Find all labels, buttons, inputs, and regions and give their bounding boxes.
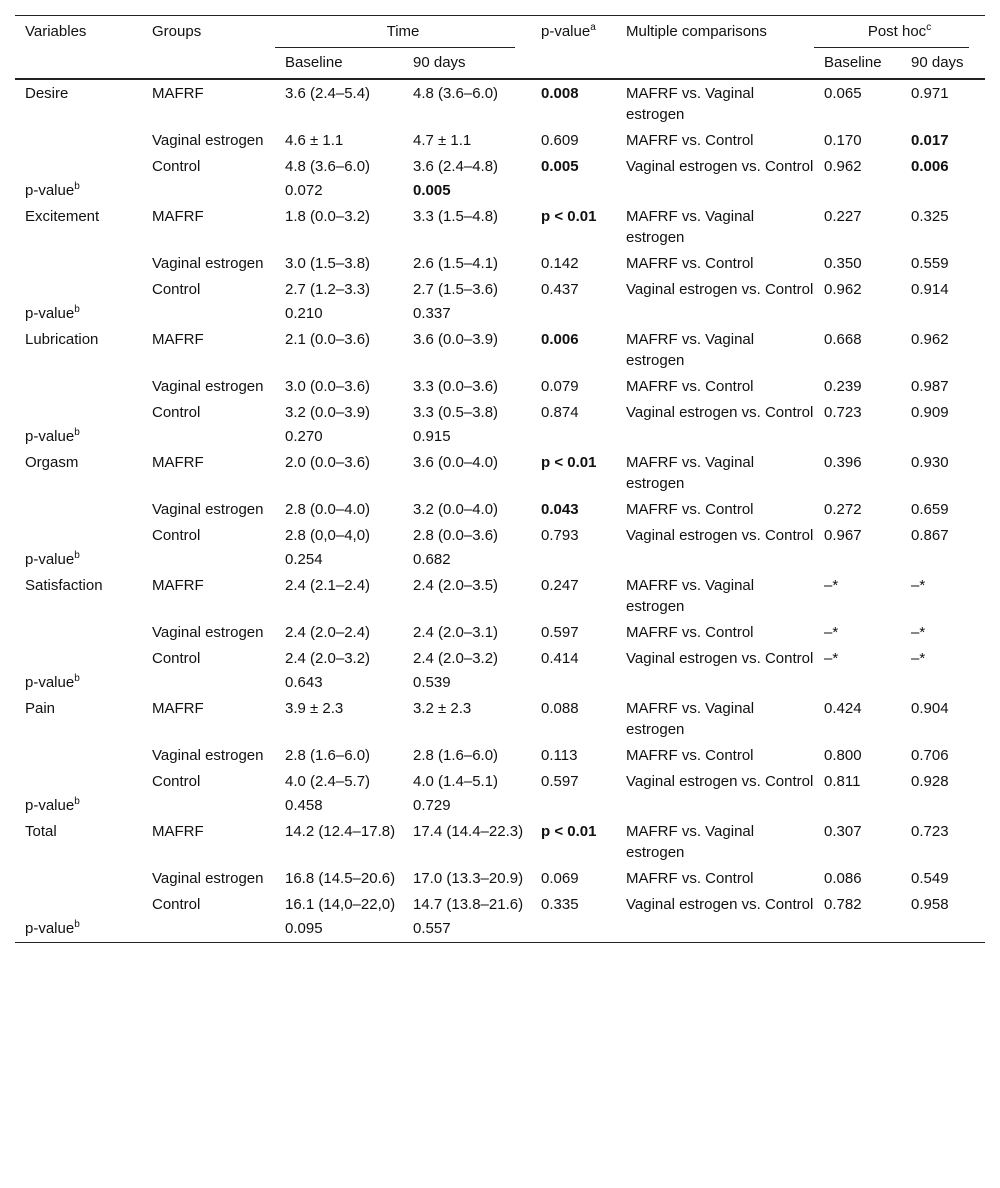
- baseline-cell: 2.4 (2.1–2.4): [285, 577, 371, 594]
- variable-cell-empty: [15, 864, 142, 890]
- group-cell: MAFRF: [152, 331, 204, 348]
- header-posthoc-label: Post hoc: [867, 23, 927, 40]
- header-time: [275, 16, 531, 49]
- pvalue-baseline-cell: 0.072: [285, 182, 323, 199]
- empty-cell: [142, 670, 275, 694]
- posthoc-days90-cell-value: 0.006: [911, 158, 949, 175]
- table-row: [15, 152, 985, 178]
- posthoc-days90-cell: 0.325: [911, 208, 949, 225]
- comparison-cell: Vaginal estrogen vs. Control: [626, 773, 814, 790]
- posthoc-baseline-cell: –*: [824, 650, 839, 667]
- pvalue-cell: 0.247: [541, 577, 579, 594]
- pvalue-row-label: [15, 547, 142, 571]
- empty-cell: [531, 424, 616, 448]
- group-cell: MAFRF: [152, 85, 204, 102]
- header-pvalue-sup: a: [590, 22, 596, 33]
- table-row: [15, 694, 985, 741]
- variable-cell-empty: [15, 890, 142, 916]
- days90-cell: 3.2 (0.0–4.0): [413, 501, 499, 518]
- empty-cell: [531, 793, 616, 817]
- table-row: [15, 644, 985, 670]
- pvalue-row: [15, 547, 985, 571]
- days90-cell: 17.0 (13.3–20.9): [413, 870, 524, 887]
- baseline-cell: 4.8 (3.6–6.0): [285, 158, 371, 175]
- pvalue-row-text: p-value: [25, 674, 75, 691]
- pvalue-days90-cell: 0.539: [413, 674, 451, 691]
- empty-cell: [901, 793, 985, 817]
- pvalue-row-text: p-value: [25, 428, 75, 445]
- pvalue-baseline-cell: 0.210: [285, 305, 323, 322]
- baseline-cell: 4.6 ± 1.1: [285, 132, 344, 149]
- variable-cell: Desire: [25, 85, 69, 102]
- posthoc-baseline-cell: 0.227: [824, 208, 862, 225]
- pvalue-baseline-cell: 0.095: [285, 920, 323, 937]
- posthoc-days90-cell: 0.867: [911, 527, 949, 544]
- baseline-cell: 4.0 (2.4–5.7): [285, 773, 371, 790]
- table-row: [15, 448, 985, 495]
- header-variables: Variables: [25, 23, 87, 40]
- posthoc-baseline-cell: 0.782: [824, 896, 862, 913]
- pvalue-cell: [531, 202, 616, 249]
- comparison-cell: MAFRF vs. Vaginal estrogen: [626, 331, 755, 369]
- posthoc-baseline-cell: 0.170: [824, 132, 862, 149]
- table-row: [15, 79, 985, 126]
- group-cell: Control: [152, 281, 201, 298]
- pvalue-cell: [531, 817, 616, 864]
- empty-cell: [531, 301, 616, 325]
- table-row: [15, 767, 985, 793]
- variable-cell-empty: [15, 521, 142, 547]
- pvalue-cell: [531, 79, 616, 126]
- table-row: [15, 890, 985, 916]
- days90-cell: 3.2 ± 2.3: [413, 700, 472, 717]
- posthoc-days90-cell: 0.958: [911, 896, 949, 913]
- posthoc-baseline-cell: 0.668: [824, 331, 862, 348]
- empty-cell: [616, 178, 814, 202]
- table-row: [15, 275, 985, 301]
- baseline-cell: 16.1 (14,0–22,0): [285, 896, 396, 913]
- variable-cell: Total: [25, 823, 57, 840]
- pvalue-cell: 0.597: [541, 773, 579, 790]
- comparison-cell: MAFRF vs. Control: [626, 255, 754, 272]
- pvalue-days90-cell: 0.682: [413, 551, 451, 568]
- empty-cell: [814, 916, 901, 943]
- pvalue-cell: 0.113: [541, 747, 578, 764]
- pvalue-days90-cell: 0.729: [413, 797, 451, 814]
- variable-cell: Excitement: [25, 208, 100, 225]
- days90-cell: 4.7 ± 1.1: [413, 132, 472, 149]
- posthoc-baseline-cell: 0.811: [824, 773, 861, 790]
- variable-cell-empty: [15, 767, 142, 793]
- pvalue-days90-cell-value: 0.005: [413, 182, 451, 199]
- header-posthoc: [814, 16, 985, 49]
- variable-cell-empty: [15, 249, 142, 275]
- empty-cell: [531, 916, 616, 943]
- empty-cell: [901, 424, 985, 448]
- posthoc-days90-cell: 0.559: [911, 255, 949, 272]
- posthoc-baseline-cell: 0.272: [824, 501, 862, 518]
- group-cell: Vaginal estrogen: [152, 132, 264, 149]
- empty-cell: [814, 793, 901, 817]
- posthoc-baseline-cell: 0.239: [824, 378, 862, 395]
- posthoc-baseline-cell: 0.307: [824, 823, 862, 840]
- posthoc-baseline-cell: 0.800: [824, 747, 862, 764]
- posthoc-baseline-cell: 0.396: [824, 454, 862, 471]
- header-baseline: Baseline: [285, 54, 343, 71]
- group-cell: Control: [152, 404, 201, 421]
- group-cell: Vaginal estrogen: [152, 501, 264, 518]
- posthoc-days90-cell: 0.723: [911, 823, 949, 840]
- table-row: [15, 864, 985, 890]
- pvalue-row-sup: b: [74, 304, 80, 315]
- pvalue-days90-cell: 0.915: [413, 428, 451, 445]
- group-cell: MAFRF: [152, 577, 204, 594]
- pvalue-cell-value: p < 0.01: [541, 454, 597, 471]
- comparison-cell: MAFRF vs. Control: [626, 378, 754, 395]
- group-cell: Vaginal estrogen: [152, 624, 264, 641]
- days90-cell: 2.4 (2.0–3.5): [413, 577, 499, 594]
- pvalue-days90-cell: 0.557: [413, 920, 451, 937]
- comparison-cell: MAFRF vs. Control: [626, 747, 754, 764]
- days90-cell: 2.8 (1.6–6.0): [413, 747, 499, 764]
- baseline-cell: 3.2 (0.0–3.9): [285, 404, 371, 421]
- comparison-cell: MAFRF vs. Vaginal estrogen: [626, 577, 755, 615]
- pvalue-row-text: p-value: [25, 551, 75, 568]
- pvalue-row-text: p-value: [25, 305, 75, 322]
- empty-cell: [531, 547, 616, 571]
- pvalue-cell: [531, 448, 616, 495]
- posthoc-days90-cell: 0.930: [911, 454, 949, 471]
- pvalue-row-label: [15, 793, 142, 817]
- header-posthoc-baseline: Baseline: [824, 54, 882, 71]
- results-table-container: [15, 15, 985, 943]
- baseline-cell: 16.8 (14.5–20.6): [285, 870, 396, 887]
- header-groups: Groups: [152, 23, 202, 40]
- group-cell: Control: [152, 527, 201, 544]
- baseline-cell: 3.9 ± 2.3: [285, 700, 344, 717]
- pvalue-cell: 0.874: [541, 404, 579, 421]
- posthoc-days90-cell-value: 0.017: [911, 132, 949, 149]
- pvalue-cell: 0.079: [541, 378, 579, 395]
- comparison-cell: MAFRF vs. Control: [626, 501, 754, 518]
- comparison-cell: MAFRF vs. Control: [626, 132, 754, 149]
- pvalue-row-sup: b: [74, 181, 80, 192]
- header-row-2: [15, 48, 985, 79]
- empty-cell: [814, 547, 901, 571]
- posthoc-days90-cell: 0.987: [911, 378, 949, 395]
- empty-cell: [616, 424, 814, 448]
- posthoc-baseline-cell: 0.967: [824, 527, 862, 544]
- pvalue-cell: [531, 495, 616, 521]
- pvalue-row-label: [15, 301, 142, 325]
- days90-cell: 17.4 (14.4–22.3): [413, 823, 524, 840]
- baseline-cell: 2.0 (0.0–3.6): [285, 454, 371, 471]
- pvalue-row-sup: b: [74, 427, 80, 438]
- posthoc-baseline-cell: –*: [824, 577, 839, 594]
- table-row: [15, 249, 985, 275]
- table-row: [15, 398, 985, 424]
- posthoc-days90-cell: 0.914: [911, 281, 949, 298]
- pvalue-cell: 0.142: [541, 255, 579, 272]
- posthoc-days90-cell: –*: [911, 577, 926, 594]
- pvalue-row-text: p-value: [25, 182, 75, 199]
- pvalue-cell: 0.069: [541, 870, 579, 887]
- empty-cell: [616, 301, 814, 325]
- pvalue-row: [15, 301, 985, 325]
- baseline-cell: 14.2 (12.4–17.8): [285, 823, 396, 840]
- posthoc-baseline-cell: –*: [824, 624, 839, 641]
- comparison-cell: MAFRF vs. Control: [626, 624, 754, 641]
- days90-cell: 2.4 (2.0–3.1): [413, 624, 499, 641]
- pvalue-row-sup: b: [74, 673, 80, 684]
- comparison-cell: Vaginal estrogen vs. Control: [626, 158, 814, 175]
- baseline-cell: 1.8 (0.0–3.2): [285, 208, 371, 225]
- empty-cell: [814, 670, 901, 694]
- days90-cell: 2.7 (1.5–3.6): [413, 281, 499, 298]
- posthoc-days90-cell: [901, 152, 985, 178]
- days90-cell: 3.6 (2.4–4.8): [413, 158, 499, 175]
- posthoc-baseline-cell: 0.065: [824, 85, 862, 102]
- header-multiple-comparisons: Multiple comparisons: [626, 23, 767, 40]
- pvalue-cell: 0.335: [541, 896, 579, 913]
- days90-cell: 2.8 (0.0–3.6): [413, 527, 499, 544]
- group-cell: Control: [152, 158, 201, 175]
- empty-cell: [814, 178, 901, 202]
- posthoc-baseline-cell: 0.962: [824, 158, 862, 175]
- table-row: [15, 126, 985, 152]
- posthoc-baseline-cell: 0.962: [824, 281, 862, 298]
- pvalue-cell-value: p < 0.01: [541, 823, 597, 840]
- empty-cell: [901, 301, 985, 325]
- pvalue-row: [15, 793, 985, 817]
- header-time-label: Time: [386, 23, 420, 40]
- table-row: [15, 495, 985, 521]
- pvalue-row-label: [15, 916, 142, 943]
- days90-cell: 4.0 (1.4–5.1): [413, 773, 499, 790]
- posthoc-days90-cell: 0.659: [911, 501, 949, 518]
- variable-cell-empty: [15, 644, 142, 670]
- posthoc-days90-cell: 0.904: [911, 700, 949, 717]
- pvalue-row: [15, 916, 985, 943]
- empty-cell: [814, 301, 901, 325]
- header-pvalue: [531, 16, 616, 49]
- posthoc-days90-cell: 0.971: [911, 85, 949, 102]
- group-cell: MAFRF: [152, 823, 204, 840]
- results-table: [15, 15, 985, 943]
- group-cell: Vaginal estrogen: [152, 378, 264, 395]
- pvalue-cell: [531, 325, 616, 372]
- variable-cell: Orgasm: [25, 454, 79, 471]
- empty-cell: [616, 670, 814, 694]
- pvalue-cell-value: 0.008: [541, 85, 579, 102]
- table-row: [15, 741, 985, 767]
- comparison-cell: MAFRF vs. Vaginal estrogen: [626, 454, 755, 492]
- empty-cell: [531, 670, 616, 694]
- table-body: [15, 79, 985, 943]
- pvalue-cell: 0.437: [541, 281, 579, 298]
- pvalue-cell: 0.414: [541, 650, 579, 667]
- days90-cell: 2.6 (1.5–4.1): [413, 255, 499, 272]
- group-cell: Vaginal estrogen: [152, 255, 264, 272]
- baseline-cell: 3.0 (0.0–3.6): [285, 378, 371, 395]
- pvalue-row-text: p-value: [25, 797, 75, 814]
- empty-cell: [142, 178, 275, 202]
- variable-cell-empty: [15, 495, 142, 521]
- days90-cell: 3.3 (0.0–3.6): [413, 378, 499, 395]
- group-cell: Control: [152, 773, 201, 790]
- comparison-cell: Vaginal estrogen vs. Control: [626, 650, 814, 667]
- empty-cell: [142, 793, 275, 817]
- group-cell: Control: [152, 896, 201, 913]
- empty-cell: [142, 424, 275, 448]
- group-cell: MAFRF: [152, 208, 204, 225]
- pvalue-cell: 0.597: [541, 624, 579, 641]
- pvalue-baseline-cell: 0.643: [285, 674, 323, 691]
- variable-cell-empty: [15, 398, 142, 424]
- table-row: [15, 202, 985, 249]
- empty-cell: [901, 916, 985, 943]
- group-cell: MAFRF: [152, 454, 204, 471]
- variable-cell-empty: [15, 372, 142, 398]
- header-row-1: [15, 16, 985, 49]
- posthoc-days90-cell: –*: [911, 624, 926, 641]
- pvalue-row-sup: b: [74, 550, 80, 561]
- table-row: [15, 817, 985, 864]
- pvalue-cell-value: p < 0.01: [541, 208, 597, 225]
- baseline-cell: 3.0 (1.5–3.8): [285, 255, 371, 272]
- pvalue-row-text: p-value: [25, 920, 75, 937]
- comparison-cell: MAFRF vs. Vaginal estrogen: [626, 85, 755, 123]
- variable-cell-empty: [15, 618, 142, 644]
- baseline-cell: 2.1 (0.0–3.6): [285, 331, 371, 348]
- comparison-cell: MAFRF vs. Vaginal estrogen: [626, 823, 755, 861]
- posthoc-days90-cell: 0.962: [911, 331, 949, 348]
- posthoc-days90-cell: –*: [911, 650, 926, 667]
- baseline-cell: 2.8 (0,0–4,0): [285, 527, 371, 544]
- pvalue-row: [15, 670, 985, 694]
- baseline-cell: 2.4 (2.0–2.4): [285, 624, 371, 641]
- posthoc-days90-cell: 0.909: [911, 404, 949, 421]
- pvalue-baseline-cell: 0.270: [285, 428, 323, 445]
- empty-cell: [142, 547, 275, 571]
- variable-cell-empty: [15, 275, 142, 301]
- pvalue-days90-cell: 0.337: [413, 305, 451, 322]
- group-cell: Vaginal estrogen: [152, 870, 264, 887]
- table-header: [15, 16, 985, 80]
- table-row: [15, 325, 985, 372]
- posthoc-days90-cell: 0.928: [911, 773, 949, 790]
- empty-cell: [901, 547, 985, 571]
- variable-cell: Lubrication: [25, 331, 99, 348]
- header-90-days: 90 days: [413, 54, 466, 71]
- pvalue-row-sup: b: [74, 796, 80, 807]
- table-row: [15, 521, 985, 547]
- pvalue-cell: 0.793: [541, 527, 579, 544]
- posthoc-days90-cell: [901, 126, 985, 152]
- comparison-cell: MAFRF vs. Control: [626, 870, 754, 887]
- days90-cell: 3.3 (0.5–3.8): [413, 404, 499, 421]
- pvalue-baseline-cell: 0.254: [285, 551, 323, 568]
- empty-cell: [616, 547, 814, 571]
- group-cell: Control: [152, 650, 201, 667]
- baseline-cell: 2.7 (1.2–3.3): [285, 281, 371, 298]
- header-posthoc-sup: c: [926, 22, 932, 33]
- group-cell: Vaginal estrogen: [152, 747, 264, 764]
- posthoc-days90-cell: 0.549: [911, 870, 949, 887]
- days90-cell: 2.4 (2.0–3.2): [413, 650, 499, 667]
- pvalue-row-label: [15, 670, 142, 694]
- comparison-cell: Vaginal estrogen vs. Control: [626, 527, 814, 544]
- empty-cell: [142, 301, 275, 325]
- empty-cell: [814, 424, 901, 448]
- baseline-cell: 2.4 (2.0–3.2): [285, 650, 371, 667]
- baseline-cell: 2.8 (1.6–6.0): [285, 747, 371, 764]
- days90-cell: 4.8 (3.6–6.0): [413, 85, 499, 102]
- days90-cell: 14.7 (13.8–21.6): [413, 896, 524, 913]
- empty-cell: [142, 916, 275, 943]
- pvalue-cell-value: 0.006: [541, 331, 579, 348]
- posthoc-baseline-cell: 0.424: [824, 700, 862, 717]
- header-posthoc-90-days: 90 days: [911, 54, 964, 71]
- posthoc-baseline-cell: 0.350: [824, 255, 862, 272]
- pvalue-cell-value: 0.005: [541, 158, 579, 175]
- variable-cell-empty: [15, 126, 142, 152]
- pvalue-row-sup: b: [74, 919, 80, 930]
- days90-cell: 3.3 (1.5–4.8): [413, 208, 499, 225]
- header-pvalue-label: p-value: [541, 23, 591, 40]
- comparison-cell: MAFRF vs. Vaginal estrogen: [626, 700, 755, 738]
- pvalue-row-label: [15, 424, 142, 448]
- group-cell: MAFRF: [152, 700, 204, 717]
- pvalue-baseline-cell: 0.458: [285, 797, 323, 814]
- table-row: [15, 618, 985, 644]
- comparison-cell: Vaginal estrogen vs. Control: [626, 281, 814, 298]
- pvalue-cell-value: 0.043: [541, 501, 579, 518]
- empty-cell: [531, 178, 616, 202]
- pvalue-cell: [531, 152, 616, 178]
- empty-cell: [901, 670, 985, 694]
- days90-cell: 3.6 (0.0–3.9): [413, 331, 499, 348]
- empty-cell: [616, 793, 814, 817]
- posthoc-days90-cell: 0.706: [911, 747, 949, 764]
- baseline-cell: 2.8 (0.0–4.0): [285, 501, 371, 518]
- empty-cell: [616, 916, 814, 943]
- comparison-cell: Vaginal estrogen vs. Control: [626, 896, 814, 913]
- comparison-cell: MAFRF vs. Vaginal estrogen: [626, 208, 755, 246]
- table-row: [15, 372, 985, 398]
- comparison-cell: Vaginal estrogen vs. Control: [626, 404, 814, 421]
- pvalue-row: [15, 424, 985, 448]
- days90-cell: 3.6 (0.0–4.0): [413, 454, 499, 471]
- pvalue-row-label: [15, 178, 142, 202]
- variable-cell-empty: [15, 152, 142, 178]
- pvalue-row: [15, 178, 985, 202]
- variable-cell: Satisfaction: [25, 577, 103, 594]
- pvalue-cell: 0.609: [541, 132, 579, 149]
- table-row: [15, 571, 985, 618]
- variable-cell-empty: [15, 741, 142, 767]
- baseline-cell: 3.6 (2.4–5.4): [285, 85, 371, 102]
- posthoc-baseline-cell: 0.086: [824, 870, 862, 887]
- empty-cell: [901, 178, 985, 202]
- variable-cell: Pain: [25, 700, 56, 717]
- pvalue-days90-cell: [403, 178, 531, 202]
- pvalue-cell: 0.088: [541, 700, 579, 717]
- posthoc-baseline-cell: 0.723: [824, 404, 862, 421]
